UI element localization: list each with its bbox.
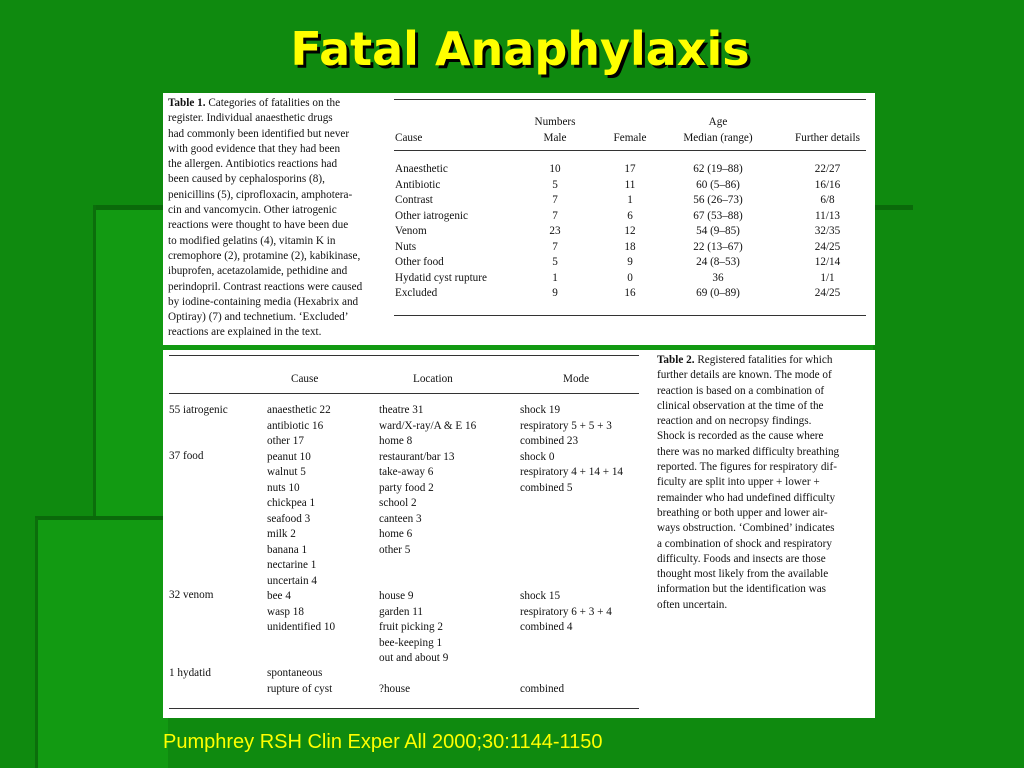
table2-caption-label: Table 2.	[657, 354, 695, 366]
t2-mode: shock 19	[520, 404, 561, 416]
t2-cause: peanut 10	[267, 450, 311, 463]
background-panel-lower	[38, 520, 168, 768]
t2-location: take-away 6	[379, 466, 434, 478]
table1-header-female: Female	[613, 132, 647, 144]
t2-mode: respiratory 4 + 14 + 14	[520, 466, 624, 478]
t2-cause: antibiotic 16	[267, 419, 324, 432]
table1-header-numbers: Numbers	[534, 116, 576, 128]
t1-female: 18	[624, 240, 636, 253]
t1-cause: Excluded	[395, 287, 438, 299]
table1-header-further: Further details	[795, 132, 860, 144]
t2-cause: bee 4	[267, 590, 291, 602]
table1-caption-text: Categories of fatalities on the register. Individual anaesthetic drugs had commonly been identified but never with good evidence that they had been the allergen. Antibiotics reactions had been caused by cephalosporins (8), penicillins (5), ciprofloxacin, amphotera- cin and vancomycin. Other iatrogenic reactions were thought to have been due to modified gelatins (4), vitamin K in cremophore (2), protamine (2), kabikinase, ibuprofen, acetazolamide, pethidine and perindopril. Contrast reactions were caused by iodine-containing media (Hexabrix and Optiray) (7) and technetium. ‘Excluded’ reactions are explained in the text.	[168, 97, 363, 339]
t2-mode: respiratory 6 + 3 + 4	[520, 605, 612, 618]
t2-mode: combined 4	[520, 621, 573, 633]
table2-header-mode: Mode	[563, 373, 590, 385]
t2-cause: spontaneous	[267, 667, 323, 679]
table1-header-median: Median (range)	[683, 132, 753, 144]
t1-age: 67 (53–88)	[693, 209, 743, 222]
t2-location: out and about 9	[379, 652, 449, 664]
t2-location: house 9	[379, 590, 414, 602]
t1-male: 23	[549, 225, 561, 237]
t1-further: 1/1	[820, 271, 835, 284]
t1-age: 54 (9–85)	[696, 225, 740, 237]
t2-location: other 5	[379, 543, 411, 556]
t1-cause: Hydatid cyst rupture	[395, 271, 487, 284]
t2-group: 32 venom	[169, 589, 214, 601]
table2-panel	[163, 350, 875, 718]
t2-location: party food 2	[379, 481, 434, 494]
table1-header-male: Male	[543, 132, 567, 144]
t1-female: 6	[627, 209, 633, 222]
t1-further: 24/25	[814, 287, 841, 299]
t1-female: 12	[624, 225, 636, 237]
t2-location: garden 11	[379, 605, 424, 618]
t1-age: 69 (0–89)	[696, 287, 740, 299]
slide-title: Fatal Anaphylaxis	[290, 22, 750, 76]
t2-location: restaurant/bar 13	[379, 450, 455, 463]
t2-location: canteen 3	[379, 512, 422, 525]
table1-caption-label: Table 1.	[168, 97, 206, 109]
t1-male: 1	[552, 271, 558, 284]
t2-cause: uncertain 4	[267, 574, 318, 587]
t1-male: 7	[552, 209, 558, 222]
table1-header-cause: Cause	[395, 132, 423, 144]
citation: Pumphrey RSH Clin Exper All 2000;30:1144-1150	[163, 731, 603, 753]
t2-group: 1 hydatid	[169, 667, 211, 679]
t1-further: 11/13	[814, 209, 841, 222]
table2-header-cause: Cause	[291, 373, 319, 385]
t1-cause: Other food	[395, 256, 444, 268]
t1-male: 10	[549, 163, 561, 175]
t2-cause: banana 1	[267, 543, 308, 556]
t1-cause: Other iatrogenic	[395, 209, 468, 222]
t1-age: 36	[712, 271, 724, 284]
t2-group: 37 food	[169, 450, 204, 462]
t1-male: 5	[552, 256, 558, 268]
t1-further: 32/35	[814, 225, 841, 237]
background-line-lower	[35, 518, 38, 768]
table1-panel	[163, 93, 875, 345]
t1-age: 24 (8–53)	[696, 256, 740, 268]
t2-cause: seafood 3	[267, 512, 311, 525]
t2-location: home 8	[379, 435, 413, 447]
t1-female: 0	[627, 271, 633, 284]
t1-further: 22/27	[814, 163, 841, 175]
t1-cause: Contrast	[395, 194, 433, 206]
t2-cause: rupture of cyst	[267, 682, 333, 695]
table2-bottom-rule	[169, 708, 639, 709]
t1-cause: Anaesthetic	[395, 163, 448, 175]
background-bar-lower	[35, 516, 165, 520]
t1-male: 7	[552, 194, 558, 206]
t2-location: home 6	[379, 528, 413, 540]
t2-location: bee-keeping 1	[379, 636, 443, 649]
t1-age: 56 (26–73)	[693, 194, 743, 206]
t2-mode: respiratory 5 + 5 + 3	[520, 419, 612, 432]
t1-further: 16/16	[814, 178, 841, 191]
t2-location: theatre 31	[379, 404, 424, 416]
table1-header-age: Age	[708, 116, 728, 128]
t1-female: 11	[624, 178, 636, 191]
table1-bottom-rule	[394, 315, 866, 316]
t1-female: 1	[627, 194, 633, 206]
t1-female: 9	[627, 256, 633, 268]
t1-cause: Antibiotic	[395, 178, 441, 191]
t2-cause: wasp 18	[267, 605, 304, 618]
t2-location: school 2	[379, 497, 417, 509]
table1-top-rule	[394, 99, 866, 100]
t2-location: ?house	[379, 682, 411, 695]
t1-female: 17	[624, 163, 636, 175]
t2-cause: milk 2	[267, 528, 296, 540]
t2-cause: anaesthetic 22	[267, 404, 331, 416]
t1-further: 12/14	[814, 256, 841, 268]
table2-header-location: Location	[413, 373, 453, 385]
t2-cause: unidentified 10	[267, 621, 336, 633]
t2-mode: shock 15	[520, 590, 561, 602]
t2-group: 55 iatrogenic	[169, 404, 228, 416]
table1-header-rule	[394, 150, 866, 151]
t1-cause: Venom	[395, 225, 427, 237]
t1-cause: Nuts	[395, 240, 417, 253]
t2-location: ward/X-ray/A & E 16	[379, 419, 477, 432]
table1-caption	[168, 96, 378, 341]
table2-caption-text: Registered fatalities for which further details are known. The mode of reaction is based on a combination of clinical observation at the time of the reaction and on necropsy findings. Shock is recorded as the cause where there was no marked difficulty breathing reported. The figures for respiratory dif- ficulty are split into upper + lower + remainder who had undefined difficulty breathing or both upper and lower air- ways obstruction. ‘Combined’ indicates a combination of shock and respiratory difficulty. Foods and insects are those thought most likely from the available information but the identification was often uncertain.	[657, 354, 840, 611]
t1-age: 62 (19–88)	[693, 163, 743, 175]
t2-mode: combined 23	[520, 435, 579, 447]
t2-mode: combined 5	[520, 481, 573, 494]
t2-location: fruit picking 2	[379, 621, 444, 633]
table2-header-rule	[169, 393, 639, 394]
t1-age: 22 (13–67)	[693, 240, 743, 253]
t2-cause: chickpea 1	[267, 497, 316, 509]
t2-cause: walnut 5	[267, 466, 306, 478]
t2-cause: nectarine 1	[267, 559, 317, 571]
t2-mode: shock 0	[520, 450, 555, 463]
t1-male: 9	[552, 287, 558, 299]
table2-top-rule	[169, 355, 639, 356]
t1-further: 6/8	[820, 194, 835, 206]
t1-age: 60 (5–86)	[696, 178, 740, 191]
t2-mode: combined	[520, 682, 565, 695]
t1-female: 16	[624, 287, 636, 299]
t2-cause: other 17	[267, 435, 304, 447]
table2-caption	[657, 353, 869, 613]
t1-male: 5	[552, 178, 558, 191]
t2-cause: nuts 10	[267, 481, 300, 494]
t1-further: 24/25	[814, 240, 841, 253]
t1-male: 7	[552, 240, 558, 253]
